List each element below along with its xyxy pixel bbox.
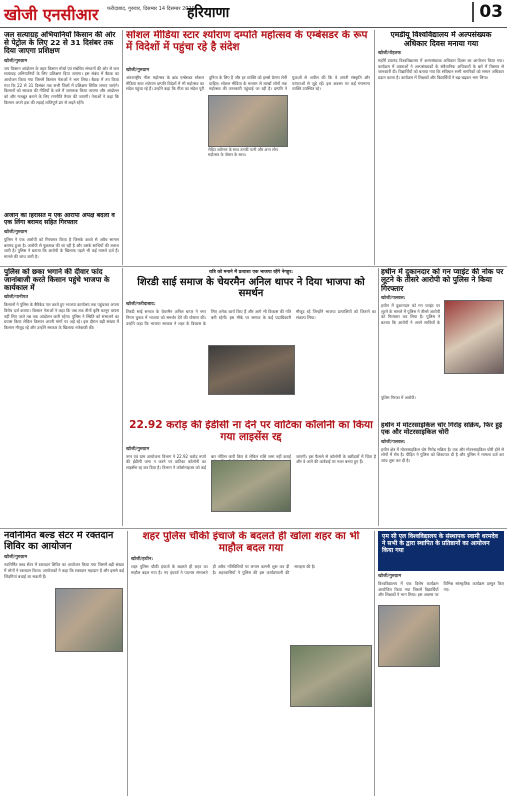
section-divider	[0, 528, 507, 529]
story-byline: खोजी/गुरुग्राम	[4, 58, 28, 64]
story-motorcycle	[381, 422, 504, 526]
story-headline: जल सत्याग्रह अभियानियों किसान की ओर से पेट्रोल के लिए 22 से 31 दिसंबर तक दिया जाएगा प्रशिक्षण	[4, 31, 116, 56]
section-divider	[0, 266, 507, 267]
story-byline: खोजी/गुरुग्राम	[4, 229, 28, 235]
story-body: नवनिर्मित ब्लड सेंटर में रक्तदान शिविर का आयोजन किया गया जिसमें बड़ी संख्या में लोगों ने रक्तदान किया। आयोजकों ने कहा कि रक्तदान महादान है और इससे कई जिंदगियां बचाई जा सकती हैं।	[4, 562, 124, 579]
story-headline: शहर पुलिस चौकी इंचार्ज के बदलते ही खोला शहर का भी माहौल बदल गया	[142, 531, 360, 554]
colony-photo	[211, 460, 291, 512]
photo-caption: रोहित श्योराण के साथ उनकी पत्नी और अन्य लोग महोत्सव के पोस्टर के साथ।	[208, 147, 278, 158]
story-body: महर्षि दयानंद विश्वविद्यालय में अल्पसंख्यक अधिकार दिवस का आयोजन किया गया। कार्यक्रम में वक्ताओं ने अल्पसंख्यकों के संवैधानिक अधिकारों के बारे में विस्तार से जानकारी दी। विद्यार्थियों को बताया गया कि संविधान सभी नागरिकों को समान अधिकार प्रदान करता है। कार्यक्रम में शिक्षकों और विद्यार्थियों ने बढ़-चढ़कर भाग लिया।	[378, 58, 504, 81]
story-headline: 22.92 करोड़ की ईडीसी ना देने पर वाटिका कॉलोनी का किया गया लाइसेंस रद्द	[129, 420, 373, 443]
issue-date: फरीदाबाद, गुरुवार, दिसम्बर 14 दिसम्बर 2020	[107, 6, 195, 12]
story-headline: अंजान की हिरासत में एक आरोपी अपेक्ष बदला व एक लिंगा बरामद सहित गिरफ्तार	[4, 213, 115, 226]
newspaper-logo: खोजी एनसीआर	[4, 5, 99, 24]
story-body: जय किसान आंदोलन के तहत किसान मोर्चा एवं संबंधित संगठनों की ओर से जल सत्याग्रह अभियानियों के लिए प्रशिक्षण दिया जाएगा। इस संबंध में बैठक का आयोजन किया गया जिसमें किसान नेताओं ने भाग लिया। बैठक में तय किया गया कि 22 से 31 दिसंबर तक सभी जिलों में प्रशिक्षण शिविर लगाए जाएंगे। किसानों को सरकार की नीतियों के बारे में जागरूक किया जाएगा और आंदोलन को और मजबूत बनाने के लिए रणनीति तैयार की जाएगी। नेताओं ने कहा कि किसान अपने हक की लड़ाई शांतिपूर्ण ढंग से लड़ते रहेंगे।	[4, 65, 119, 105]
column-divider	[122, 30, 123, 265]
blood-camp-photo	[55, 588, 123, 652]
column-divider	[122, 268, 123, 526]
story-body: हथीन में दुकानदार को गन प्वाइंट पर लूटने के मामले में पुलिस ने तीसरे आरोपी को गिरफ्तार कर लिया है। पुलिस ने बताया कि आरोपी ने अपने साथियों के	[381, 302, 440, 325]
story-headline: एमडीयू विश्वविद्यालय में अल्पसंख्यक अधिकार दिवस मनाया गया	[390, 31, 492, 48]
story-body: नगर एवं ग्राम आयोजना विभाग ने 22.92 करोड़ रुपये की ईडीसी जमा न करने पर वाटिका कॉलोनी का लाइसेंस रद्द कर दिया है। विभाग ने कॉलोनाइजर को कई बार नोटिस जारी किए थे लेकिन राशि जमा नहीं कराई जाएगी। इस फैसले से कॉलोनी के खरीदारों में चिंता है और वे आगे की कार्रवाई पर नजर बनाए हुए हैं।	[126, 453, 376, 471]
story-headline: सोशल मीडिया स्टार श्योराण दम्पति महोत्सव के एम्बेसडर के रूप में विदेशों में पहुंचा रहे है संदेश	[126, 30, 368, 53]
story-body: पुलिस ने एक आरोपी को गिरफ्तार किया है जिसके कब्जे से अवैध सामान बरामद हुआ है। आरोपी से पूछताछ की जा रही है और उसके साथियों की तलाश जारी है। पुलिस ने बताया कि आरोपी के खिलाफ पहले भी कई मामले दर्ज हैं। मामले की जांच जारी है।	[4, 236, 119, 259]
story-byline: खोजी/गुरुग्राम	[378, 574, 402, 579]
column-divider	[374, 30, 375, 265]
story-byline: खोजी/पलवल:	[381, 439, 406, 445]
story-kicker: रात्रि को मनाने में प्रत्याशा एक भाजपा रहेंगे नेगहुर:	[208, 270, 294, 275]
group-photo	[208, 345, 295, 395]
photo-caption: पुलिस गिरफ्त में आरोपी।	[381, 395, 416, 400]
column-divider	[127, 531, 128, 796]
story-byline: खोजी/रोहतक	[378, 51, 401, 56]
story-body: शिरडी साई समाज के चेयरमैन अनिल थापर ने नगर निगम चुनाव में भाजपा को समर्थन देने की घोषणा की। उन्होंने कहा कि भाजपा सरकार ने शहर के विकास के लिए अनेक कार्य किए हैं और आगे भी विकास की गति बनी रहेगी। इस मौके पर समाज के कई पदाधिकारी मौजूद रहे जिन्होंने भाजपा प्रत्याशियों को जिताने का संकल्प लिया।	[126, 309, 376, 326]
story-byline: खोजी/गुरुग्राम	[126, 446, 150, 452]
story-headline: एम सी एल विश्वविद्यालय के संस्थापक स्वामी धरमदेव ने सभी के द्वारा स्थापित के प्रतिष्ठानों का आयोजन किया गया	[382, 533, 498, 555]
story-police-farmers	[4, 268, 119, 526]
column-divider	[378, 268, 379, 526]
column-divider	[374, 531, 375, 796]
story-mdu	[378, 31, 504, 265]
story-byline: खोजी/पानीपत	[4, 295, 28, 301]
students-photo	[378, 605, 440, 667]
story-headline: पुलिस को छका भगाने की दीवार फांद जानांबाजी करते किसान पहुंचे भाजपा के कार्यकाल में	[4, 268, 110, 293]
section-title: हरियाणा	[187, 5, 230, 21]
accused-photo	[444, 300, 504, 374]
story-headline: हथीन में दुकानदार को गन प्वाइंट की नोक पर लूटने के तीसरे आरोपी को पुलिस ने किया गिरफ्तार	[381, 268, 504, 293]
couple-photo	[208, 95, 288, 147]
story-byline: खोजी/पलवल:	[381, 295, 406, 301]
story-headline: शिरडी साई समाज के चेयरमैन अनिल थापर ने दिया भाजपा को समर्थन	[137, 277, 365, 300]
story-headline: हथीन में मोटरसाइकिल चोर गिरोह सक्रिय, फिर हुई एक और मोटरसाइकिल चोरी	[381, 422, 503, 437]
story-byline: खोजी/हथीन:	[131, 557, 154, 563]
story-body: शहर पुलिस चौकी इंचार्ज के बदलते ही शहर का माहौल बदल गया है। नए इंचार्ज ने पदभार संभालते ही अवैध गतिविधियों पर लगाम कसनी शुरू कर दी है। शहरवासियों ने पुलिस की इस कार्यप्रणाली की सराहना की है।	[131, 564, 316, 575]
story-kisan	[4, 31, 119, 211]
page-number: 03	[472, 2, 503, 22]
masthead	[0, 0, 507, 28]
story-headline-box	[378, 531, 504, 571]
chowki-photo	[290, 645, 372, 707]
story-body: अंतरराष्ट्रीय गीता महोत्सव के ब्रांड एम्बेसडर सोशल मीडिया स्टार श्योराण दम्पति विदेशों में भी महोत्सव का संदेश पहुंचा रहे हैं। उन्होंने कहा कि गीता का संदेश पूरी दुनिया के लिए है और हर व्यक्ति को इससे प्रेरणा लेनी चाहिए। सोशल मीडिया के माध्यम से लाखों लोगों तक महोत्सव की जानकारी पहुंचाई जा रही है। दम्पति ने युवाओं से अपील की कि वे अपनी संस्कृति और परंपराओं से जुड़े रहें। इस अवसर पर कई गणमान्य व्यक्ति उपस्थित रहे।	[126, 75, 370, 92]
story-social-media-headline	[126, 30, 370, 65]
story-blood-camp	[4, 531, 124, 796]
story-body: हथीन क्षेत्र में मोटरसाइकिल चोर गिरोह सक्रिय है। एक और मोटरसाइकिल चोरी होने से लोगों में रोष है। पीड़ित ने पुलिस को शिकायत दी है और पुलिस ने मामला दर्ज कर जांच शुरू कर दी है।	[381, 446, 504, 464]
story-angoori	[4, 213, 119, 265]
story-headline: नवनिर्मित बल्ड सेंटर में रक्तदान शिविर का आयोजन	[4, 531, 114, 552]
story-byline: खोजी/फरीदाबाद:	[126, 302, 156, 308]
story-body: विश्वविद्यालय में एक विशेष कार्यक्रम आयोजित किया गया जिसमें विद्यार्थियों और शिक्षकों ने भाग लिया। इस अवसर पर विभिन्न सांस्कृतिक कार्यक्रम प्रस्तुत किए गए।	[378, 581, 504, 598]
story-byline: खोजी/गुरुग्राम	[4, 555, 28, 561]
story-body: किसानों ने पुलिस के बैरिकेड पार करते हुए भाजपा कार्यालय तक पहुंचकर अपना विरोध दर्ज कराया। किसान नेताओं ने कहा कि जब तक तीनों कृषि कानून वापस नहीं लिए जाते तब तक आंदोलन जारी रहेगा। पुलिस ने स्थिति को संभालने का प्रयास किया लेकिन किसान अपनी मांगों पर अड़े रहे। इस दौरान बड़ी संख्या में किसान मौजूद रहे और उन्होंने सरकार के खिलाफ नारेबाजी की।	[4, 302, 119, 330]
story-byline: खोजी/गुरुग्राम	[126, 68, 150, 73]
